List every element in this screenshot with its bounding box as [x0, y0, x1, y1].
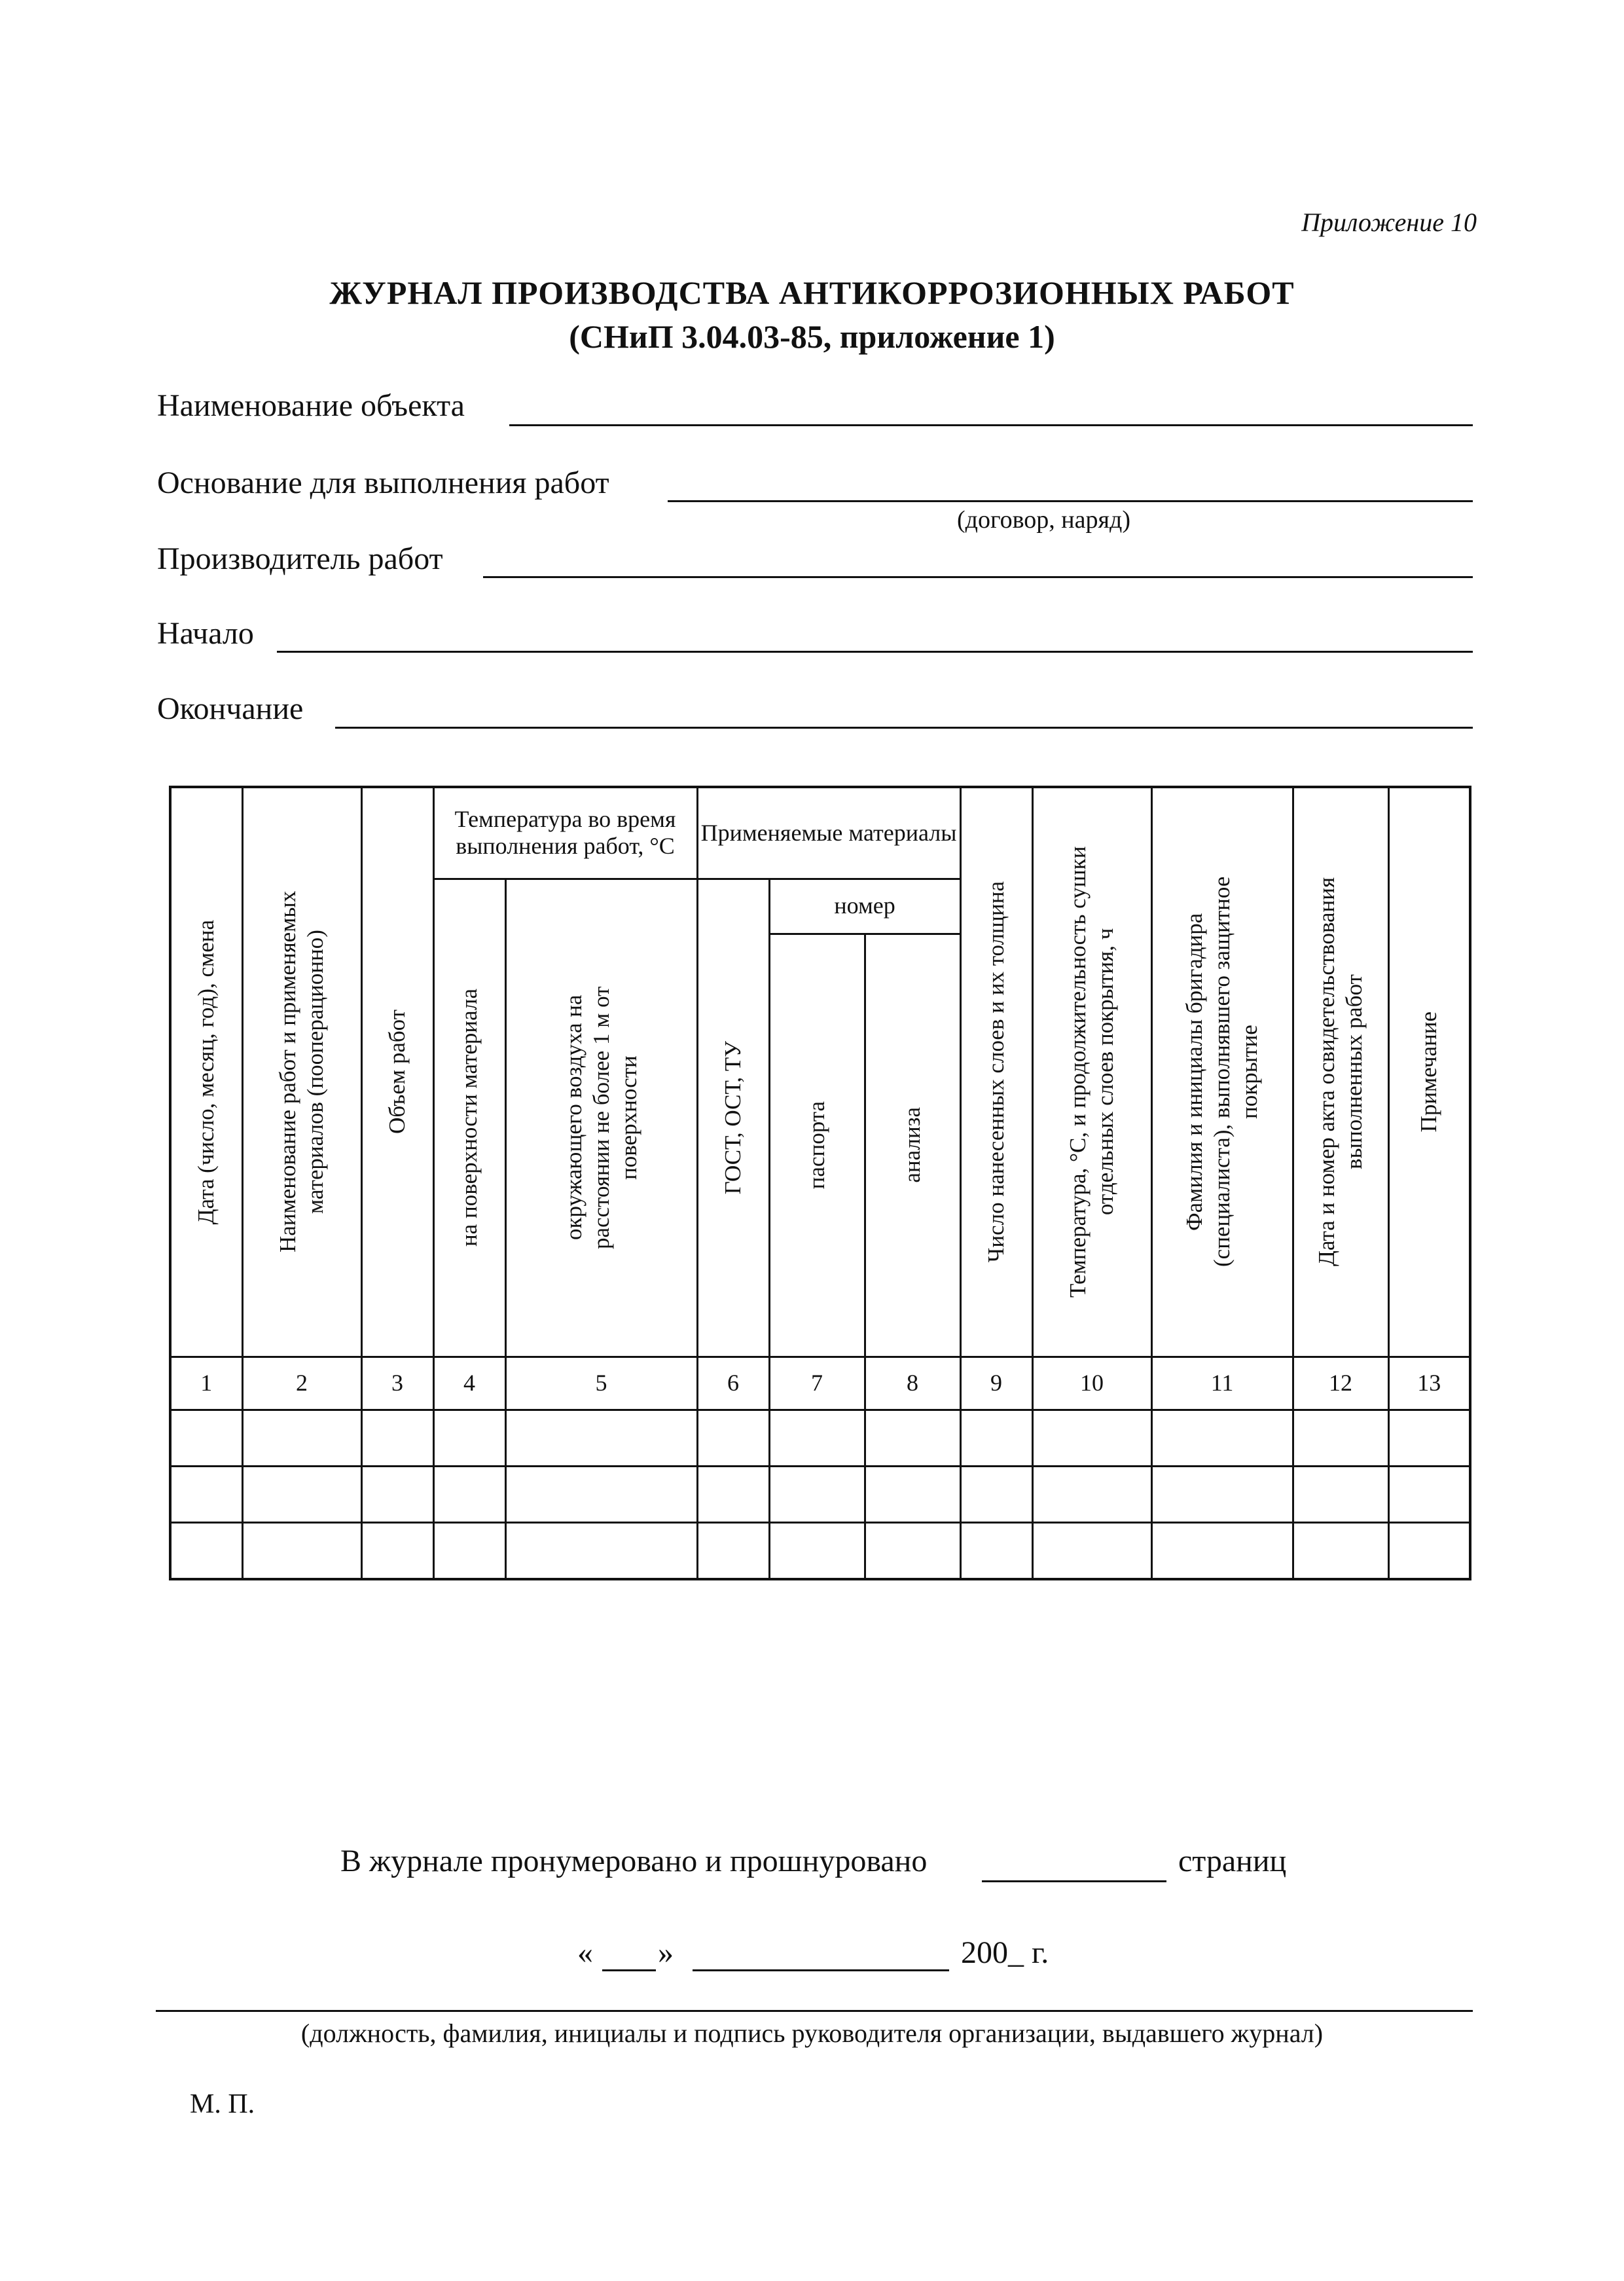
column-number: 8: [865, 1357, 960, 1410]
column-number: 5: [505, 1357, 697, 1410]
document-title: ЖУРНАЛ ПРОИЗВОДСТВА АНТИКОРРОЗИОННЫХ РАБОТ: [329, 274, 1295, 311]
col-header-work-name: Наименование работ и применяемых материалов (пооперационно): [242, 787, 361, 1357]
numbered-prefix: В журнале пронумеровано и прошнуровано: [340, 1844, 928, 1878]
journal-entry-cell[interactable]: [769, 1410, 865, 1466]
journal-entry-cell[interactable]: [505, 1522, 697, 1579]
journal-entry-cell[interactable]: [1293, 1466, 1388, 1522]
journal-entry-row: [170, 1522, 1470, 1579]
signature-hint: (должность, фамилия, инициалы и подпись руководителя организации, выдавшего журнал): [300, 2018, 1324, 2048]
journal-entry-cell[interactable]: [505, 1466, 697, 1522]
journal-entry-cell[interactable]: [433, 1522, 505, 1579]
column-number: 12: [1293, 1357, 1388, 1410]
col-header-drying: Температура, °С, и продолжительность сушки отдельных слоев покрытия, ч: [1032, 787, 1151, 1357]
journal-entry-cell[interactable]: [697, 1466, 769, 1522]
stamp-label: М. П.: [190, 2089, 255, 2119]
signature-line[interactable]: [156, 2010, 1473, 2012]
column-number: 7: [769, 1357, 865, 1410]
journal-entry-cell[interactable]: [769, 1522, 865, 1579]
journal-entry-cell[interactable]: [505, 1410, 697, 1466]
end-label: Окончание: [157, 691, 304, 726]
subgroup-header-number: номер: [769, 879, 960, 934]
col-header-standard: ГОСТ, ОСТ, ТУ: [697, 879, 769, 1357]
journal-entry-cell[interactable]: [960, 1466, 1032, 1522]
year-label: 200_ г.: [961, 1935, 1049, 1970]
date-close-quote: »: [658, 1935, 674, 1970]
column-number-row: [170, 1357, 1470, 1410]
page-count-line[interactable]: [982, 1880, 1166, 1882]
appendix-label: Приложение 10: [1301, 208, 1477, 237]
journal-table: [169, 786, 1471, 1580]
col-header-volume: Объем работ: [361, 787, 433, 1357]
journal-entry-cell[interactable]: [1388, 1522, 1470, 1579]
journal-entry-row: [170, 1466, 1470, 1522]
col-header-note: Примечание: [1388, 787, 1470, 1357]
document-subtitle: (СНиП 3.04.03-85, приложение 1): [569, 318, 1055, 355]
month-line[interactable]: [693, 1969, 949, 1971]
basis-hint: (договор, наряд): [957, 506, 1130, 534]
journal-entry-cell[interactable]: [697, 1522, 769, 1579]
object-name-line[interactable]: [509, 424, 1473, 426]
journal-entry-cell[interactable]: [361, 1522, 433, 1579]
day-line[interactable]: [602, 1969, 656, 1971]
contractor-label: Производитель работ: [157, 541, 443, 576]
journal-entry-cell[interactable]: [960, 1410, 1032, 1466]
contractor-line[interactable]: [483, 576, 1473, 578]
start-line[interactable]: [277, 651, 1473, 653]
journal-entry-cell[interactable]: [1388, 1410, 1470, 1466]
journal-entry-cell[interactable]: [433, 1410, 505, 1466]
date-open-quote: «: [577, 1935, 593, 1970]
column-number: 2: [242, 1357, 361, 1410]
journal-entry-cell[interactable]: [361, 1466, 433, 1522]
column-number: 13: [1388, 1357, 1470, 1410]
journal-entry-cell[interactable]: [1388, 1466, 1470, 1522]
journal-entry-cell[interactable]: [697, 1410, 769, 1466]
journal-entry-cell[interactable]: [865, 1466, 960, 1522]
journal-entry-cell[interactable]: [361, 1410, 433, 1466]
group-header-temperature: Температура во время выполнения работ, °С: [433, 787, 697, 879]
column-number: 10: [1032, 1357, 1151, 1410]
journal-entry-cell[interactable]: [170, 1466, 242, 1522]
col-header-passport: паспорта: [769, 934, 865, 1357]
journal-entry-cell[interactable]: [865, 1522, 960, 1579]
col-header-foreman: Фамилия и инициалы бригадира (специалиста), выполнявшего защитное покрытие: [1151, 787, 1293, 1357]
journal-entry-cell[interactable]: [960, 1522, 1032, 1579]
journal-entry-cell[interactable]: [1151, 1522, 1293, 1579]
column-number: 11: [1151, 1357, 1293, 1410]
col-header-date: Дата (число, месяц, год), смена: [170, 787, 242, 1357]
column-number: 3: [361, 1357, 433, 1410]
journal-entry-cell[interactable]: [1151, 1410, 1293, 1466]
col-header-layers: Число нанесенных слоев и их толщина: [960, 787, 1032, 1357]
col-header-air-temp: окружающего воздуха на расстоянии не более 1 м от поверхности: [505, 879, 697, 1357]
journal-entry-cell[interactable]: [1032, 1522, 1151, 1579]
col-header-analysis: анализа: [865, 934, 960, 1357]
col-header-surface-temp: на поверхности материала: [433, 879, 505, 1357]
journal-entry-cell[interactable]: [170, 1410, 242, 1466]
journal-entry-cell[interactable]: [1293, 1410, 1388, 1466]
journal-entry-cell[interactable]: [242, 1522, 361, 1579]
basis-line[interactable]: [668, 500, 1473, 502]
end-line[interactable]: [335, 727, 1473, 729]
journal-entry-cell[interactable]: [865, 1410, 960, 1466]
journal-entry-cell[interactable]: [242, 1410, 361, 1466]
column-number: 6: [697, 1357, 769, 1410]
basis-label: Основание для выполнения работ: [157, 465, 609, 500]
column-number: 9: [960, 1357, 1032, 1410]
journal-entry-row: [170, 1410, 1470, 1466]
journal-entry-cell[interactable]: [1151, 1466, 1293, 1522]
col-header-act: Дата и номер акта освидетельствования выполненных работ: [1293, 787, 1388, 1357]
start-label: Начало: [157, 616, 254, 651]
journal-entry-cell[interactable]: [170, 1522, 242, 1579]
journal-entry-cell[interactable]: [1032, 1466, 1151, 1522]
column-number: 1: [170, 1357, 242, 1410]
journal-entry-cell[interactable]: [1293, 1522, 1388, 1579]
group-header-materials: Применяемые материалы: [697, 787, 960, 879]
column-number: 4: [433, 1357, 505, 1410]
journal-entry-cell[interactable]: [242, 1466, 361, 1522]
journal-entry-cell[interactable]: [433, 1466, 505, 1522]
numbered-suffix: страниц: [1178, 1844, 1287, 1878]
object-name-label: Наименование объекта: [157, 388, 465, 423]
journal-entry-cell[interactable]: [769, 1466, 865, 1522]
journal-entry-cell[interactable]: [1032, 1410, 1151, 1466]
